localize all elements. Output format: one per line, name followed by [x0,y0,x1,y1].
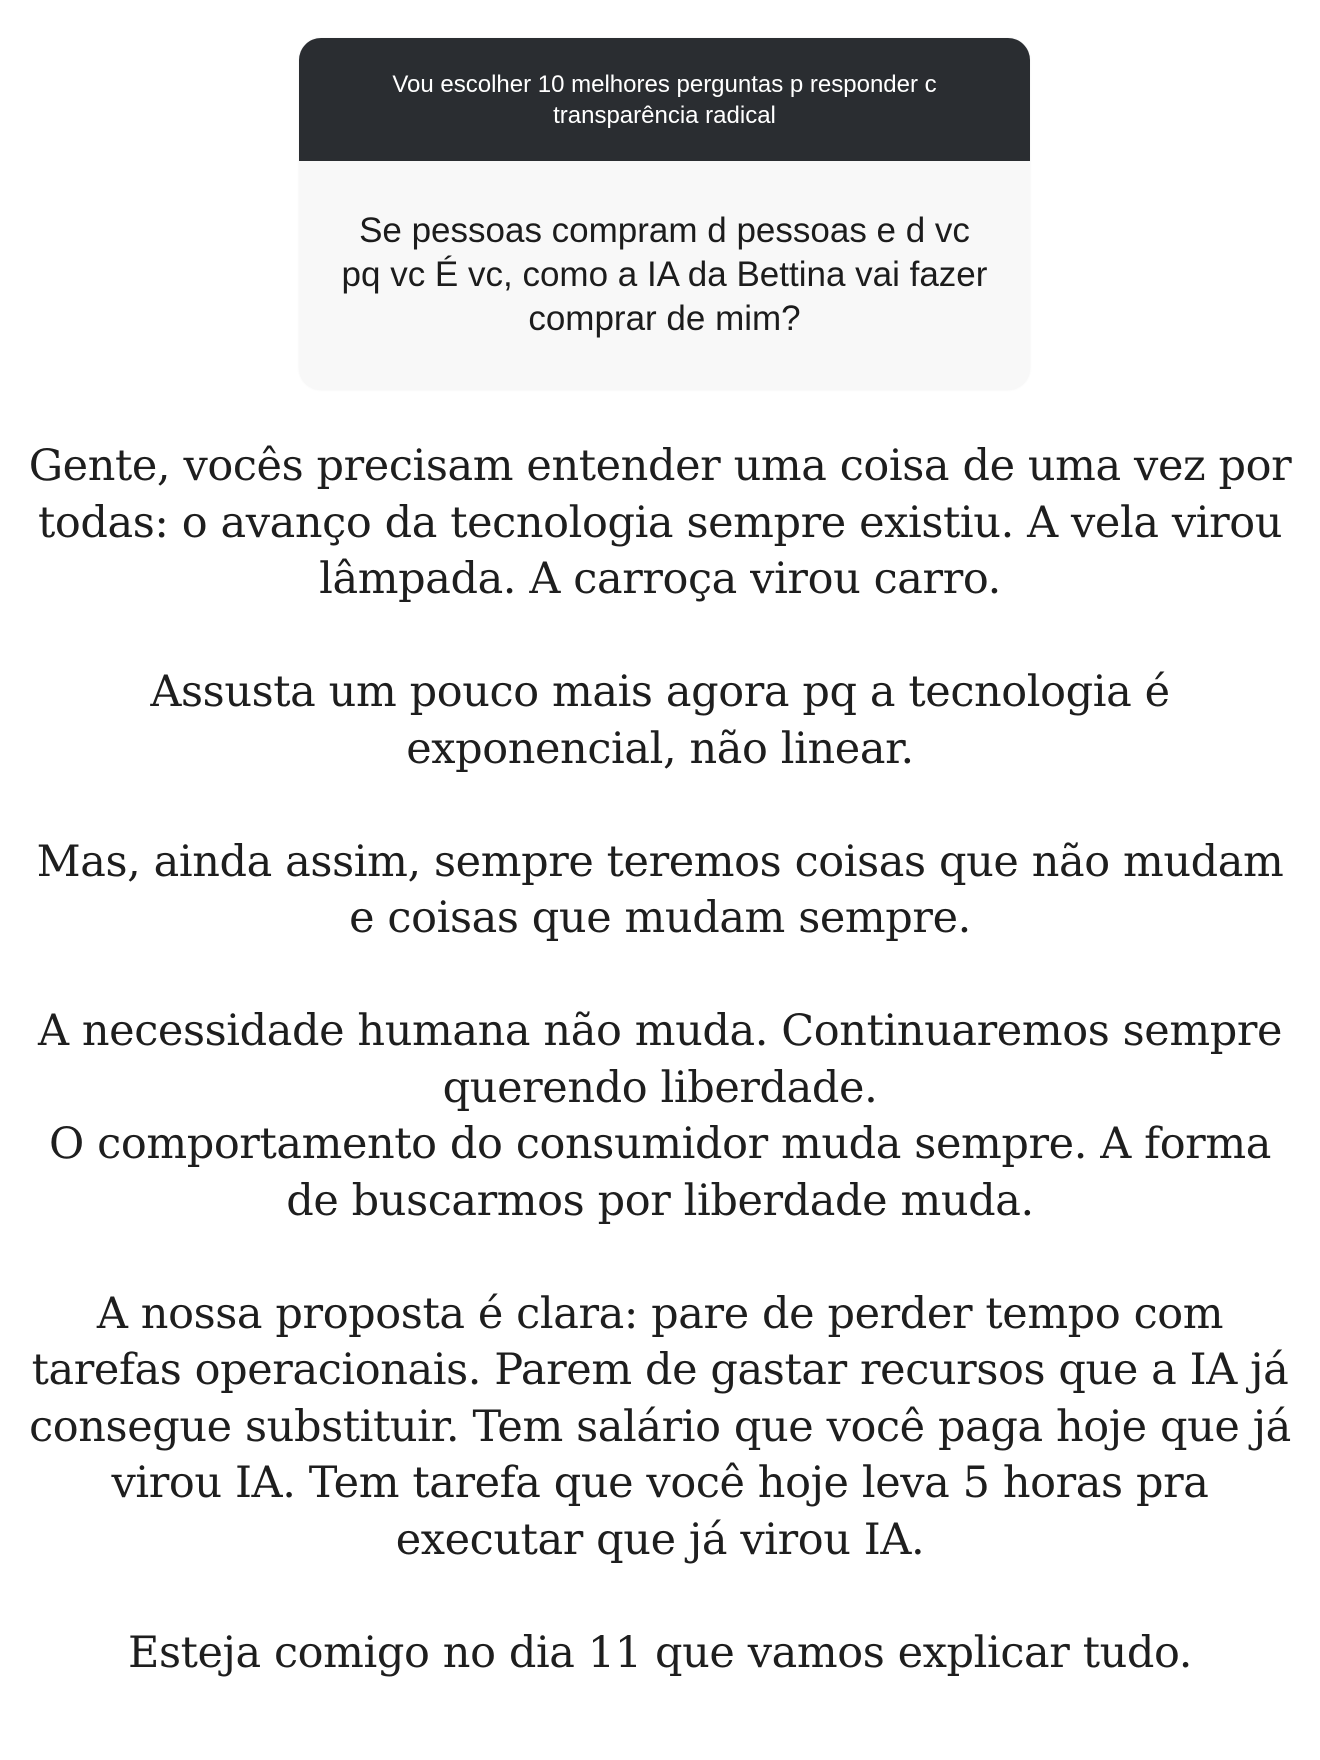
answer-paragraph-7: Esteja comigo no dia 11 que vamos explicar tudo. [127,1627,1193,1678]
question-sticker [299,38,1030,390]
answer-text-block [20,438,1300,1738]
question-sticker-prompt-text: Vou escolher 10 melhores perguntas p responder c transparência radical [392,70,937,129]
question-text: Se pessoas compram d pessoas e d vc pq vc É vc, como a IA da Bettina vai fazer comprar de mim? [341,211,988,338]
answer-paragraph-5: O comportamento do consumidor muda sempre. A forma de buscarmos por liberdade muda. [49,1119,1271,1226]
question-sticker-prompt [299,38,1030,161]
answer-paragraph-3: Mas, ainda assim, sempre teremos coisas que não mudam e coisas que mudam sempre. [36,836,1284,943]
answer-paragraph-6: A nossa proposta é clara: pare de perder tempo com tarefas operacionais. Parem de gastar recursos que a IA já consegue substituir. Tem salário que você paga hoje que já virou IA. Tem tarefa que você hoje leva 5 horas pra executar que já virou IA. [29,1288,1291,1565]
answer-paragraph-4: A necessidade humana não muda. Continuaremos sempre querendo liberdade. [37,1006,1283,1113]
answer-paragraph-2: Assusta um pouco mais agora pq a tecnologia é exponencial, não linear. [150,667,1170,774]
answer-paragraph-1: Gente, vocês precisam entender uma coisa de uma vez por todas: o avanço da tecnologia sempre existiu. A vela virou lâmpada. A carroça virou carro. [28,441,1292,604]
question-sticker-answer-area [299,161,1030,390]
